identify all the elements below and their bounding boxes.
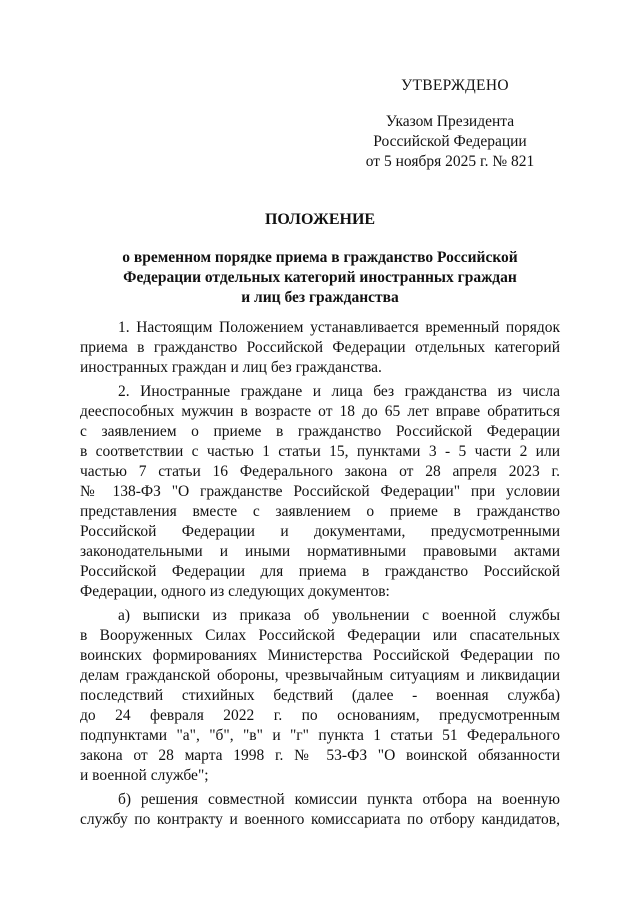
subtitle-line: Федерации отдельных категорий иностранных граждан [123, 269, 517, 286]
subtitle-line: о временном порядке приема в гражданство Российской [122, 249, 518, 266]
paragraph-line: с заявлением о приеме в гражданство Российской Федерации [80, 423, 560, 440]
paragraph-line: воинских формированиях Министерства Российской Федерации по [80, 647, 560, 664]
paragraph-line: 1. Настоящим Положением устанавливается временный порядок [118, 319, 560, 336]
paragraph-line: закона от 28 марта 1998 г. № 53-ФЗ "О воинской обязанности [80, 747, 560, 764]
paragraph-line: последствий стихийных бедствий (далее - военная служба) [80, 687, 560, 704]
approval-line: Указом Президента [385, 113, 515, 130]
paragraph-line: законодательными и иными нормативными правовыми актами [80, 543, 560, 560]
paragraph-line: Российской Федерации для приема в гражданство Российской [80, 563, 560, 580]
paragraph-line: службу по контракту и военного комиссариата по отбору кандидатов, [80, 811, 560, 828]
approval-title: УТВЕРЖДЕНО [401, 77, 509, 94]
paragraph-line: представления вместе с заявлением о приеме в гражданство [80, 503, 560, 520]
paragraph-line: Российской Федерации и документами, предусмотренными [80, 523, 560, 540]
document-title: ПОЛОЖЕНИЕ [264, 211, 376, 228]
approval-line: от 5 ноября 2025 г. № 821 [365, 153, 535, 170]
paragraph-line: в соответствии с частью 1 статьи 15, пунктами 3 - 5 части 2 или [80, 443, 560, 460]
paragraph-line: иностранных граждан и лиц без гражданства. [80, 359, 382, 376]
paragraph-line: 2. Иностранные граждане и лица без гражданства из числа [118, 383, 560, 400]
paragraph-line: в Вооруженных Силах Российской Федерации или спасательных [80, 627, 560, 644]
paragraph-line: а) выписки из приказа об увольнении с военной службы [118, 607, 560, 624]
paragraph-line: приема в гражданство Российской Федерации отдельных категорий [80, 339, 560, 356]
document-subtitle [0, 248, 640, 308]
paragraph-line: подпунктами "а", "б", "в" и "г" пункта 1 статьи 51 Федерального [80, 727, 560, 744]
document-heading [0, 210, 640, 308]
paragraph [80, 790, 560, 830]
paragraph-line: частью 7 статьи 16 Федерального закона от 28 апреля 2023 г. [80, 463, 560, 480]
document-body [80, 318, 560, 830]
paragraph-line: делам гражданской обороны, чрезвычайным ситуациям и ликвидации [80, 667, 560, 684]
approval-line: Российской Федерации [373, 133, 527, 150]
paragraph-line: дееспособных мужчин в возрасте от 18 до 65 лет вправе обратиться [80, 403, 560, 420]
paragraph-line: до 24 февраля 2022 г. по основаниям, предусмотренным [80, 707, 560, 724]
paragraph [80, 318, 560, 378]
paragraph [80, 606, 560, 786]
paragraph-line: и военной службе"; [80, 767, 209, 784]
paragraph-line: № 138-ФЗ "О гражданстве Российской Федерации" при условии [80, 483, 560, 500]
paragraph-line: б) решения совместной комиссии пункта отбора на военную [118, 791, 560, 808]
subtitle-line: и лиц без гражданства [241, 289, 399, 306]
approval-stamp [320, 76, 560, 172]
paragraph-line: Федерации, одного из следующих документов: [80, 583, 390, 600]
paragraph [80, 382, 560, 602]
